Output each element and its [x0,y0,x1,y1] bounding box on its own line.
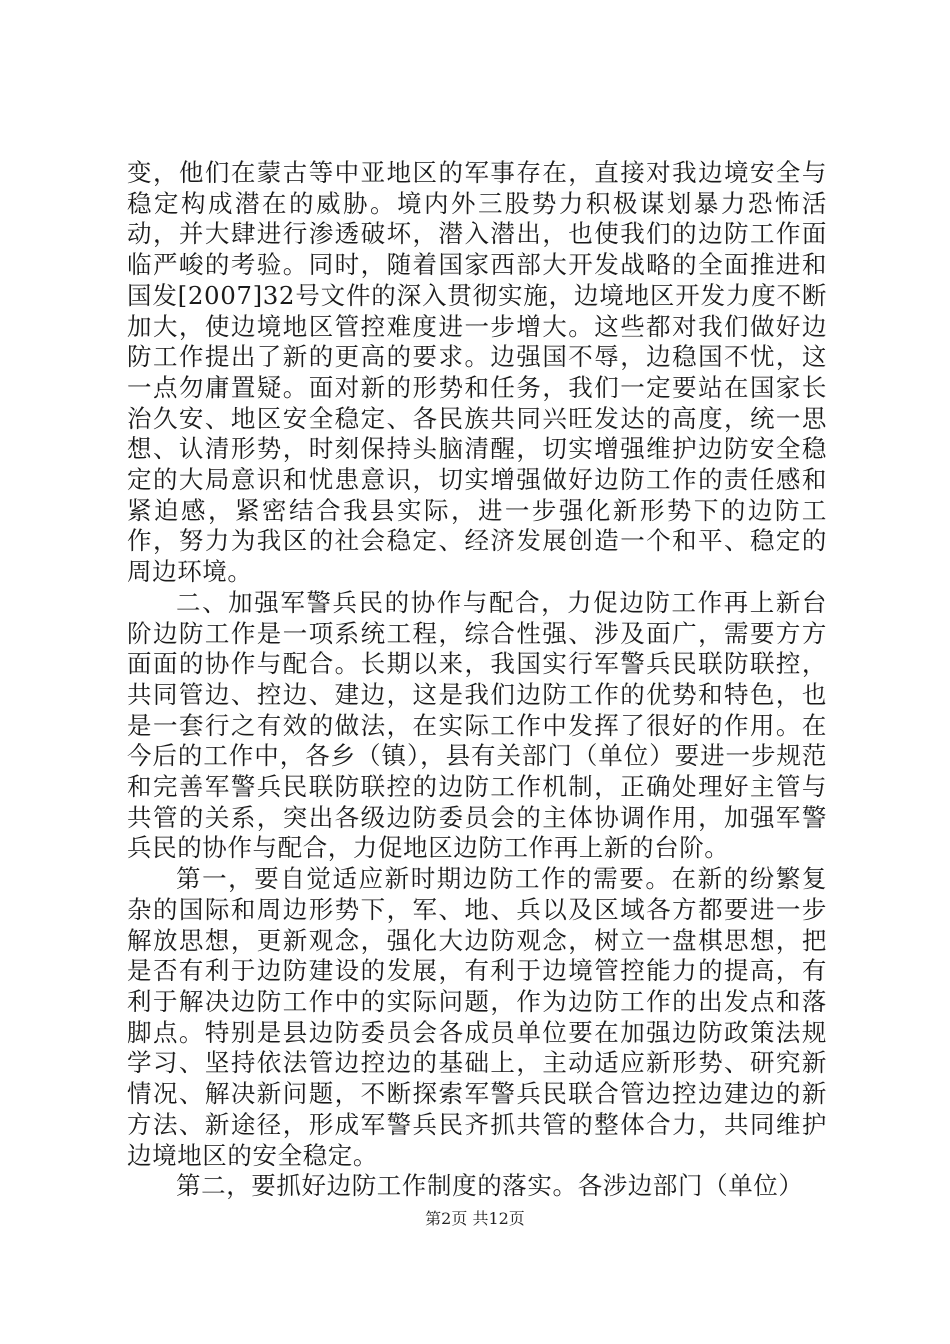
document-body [127,158,827,1202]
page-number-footer: 第2页 共12页 [425,1209,525,1228]
paragraph-1: 变，他们在蒙古等中亚地区的军事存在，直接对我边境安全与稳定构成潜在的威胁。境内外三股势力积极谋划暴力恐怖活动，并大肆进行渗透破坏，潜入潜出，也使我们的边防工作面临严峻的考验。同时，随着国家西部大开发战略的全面推进和国发[2007]32号文件的深入贯彻实施，边境地区开发力度不断加大，使边境地区管控难度进一步增大。这些都对我们做好边防工作提出了新的更高的要求。边强国不辱，边稳国不忧，这一点勿庸置疑。面对新的形势和任务，我们一定要站在国家长治久安、地区安全稳定、各民族共同兴旺发达的高度，统一思想、认清形势，时刻保持头脑清醒，切实增强维护边防安全稳定的大局意识和忧患意识，切实增强做好边防工作的责任感和紧迫感，紧密结合我县实际，进一步强化新形势下的边防工作，努力为我区的社会稳定、经济发展创造一个和平、稳定的周边环境。 [127,158,827,587]
paragraph-4: 第二，要抓好边防工作制度的落实。各涉边部门（单位） [176,1171,804,1201]
paragraph-3: 第一，要自觉适应新时期边防工作的需要。在新的纷繁复杂的国际和周边形势下，军、地、兵以及区域各方都要进一步解放思想，更新观念，强化大边防观念，树立一盘棋思想，把是否有利于边防建设的发展，有利于边境管控能力的提高，有利于解决边防工作中的实际问题，作为边防工作的出发点和落脚点。特别是县边防委员会各成员单位要在加强边防政策法规学习、坚持依法管边控边的基础上，主动适应新形势、研究新情况、解决新问题，不断探索军警兵民联合管边控边建边的新方法、新途径，形成军警兵民齐抓共管的整体合力，共同维护边境地区的安全稳定。 [127,864,827,1170]
paragraph-2: 二、加强军警兵民的协作与配合，力促边防工作再上新台阶边防工作是一项系统工程，综合性强、涉及面广，需要方方面面的协作与配合。长期以来，我国实行军警兵民联防联控，共同管边、控边、建边，这是我们边防工作的优势和特色，也是一套行之有效的做法，在实际工作中发挥了很好的作用。在今后的工作中，各乡（镇），县有关部门（单位）要进一步规范和完善军警兵民联防联控的边防工作机制，正确处理好主管与共管的关系，突出各级边防委员会的主体协调作用，加强军警兵民的协作与配合，力促地区边防工作再上新的台阶。 [127,587,827,863]
